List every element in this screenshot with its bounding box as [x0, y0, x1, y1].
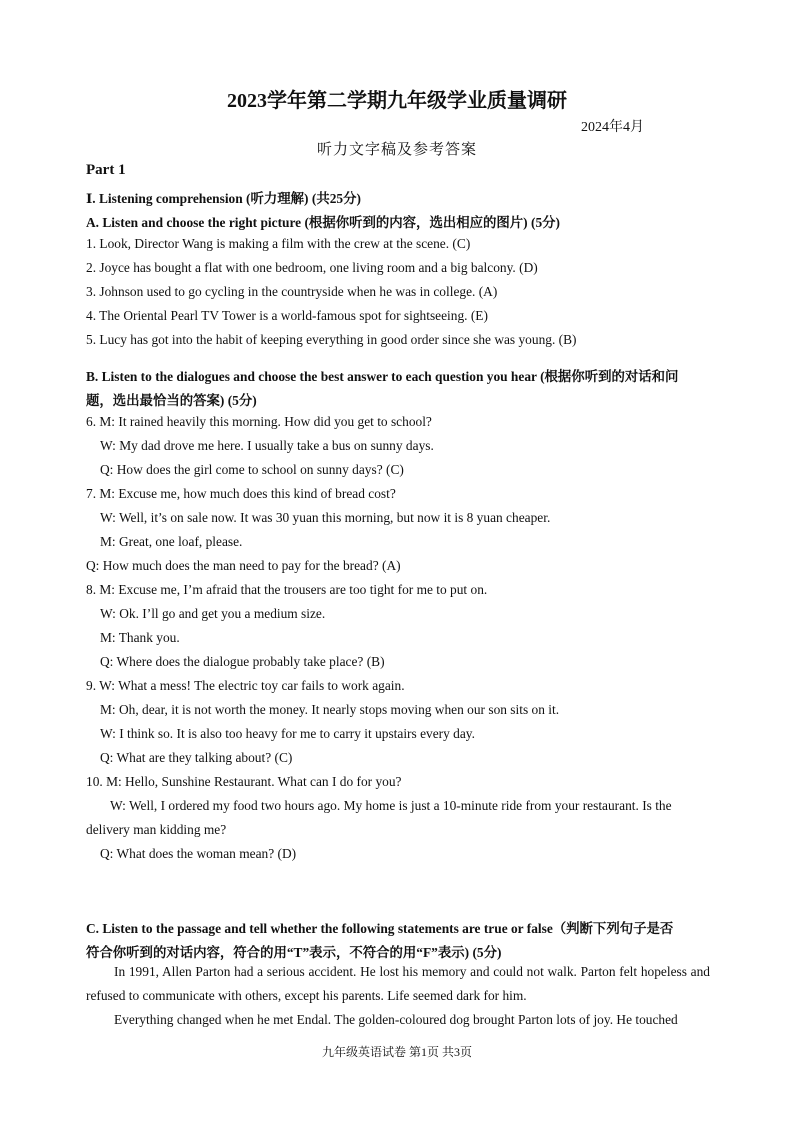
- passage-paragraph: In 1991, Allen Parton had a serious accident. He lost his memory and could not walk. Parton felt hopeless and refused to communicate with others, except his parents. Life seemed dark for him.: [86, 964, 710, 1003]
- part-heading: Part 1: [86, 162, 126, 178]
- dialogue-line: W: Well, I ordered my food two hours ago. My home is just a 10-minute ride from your restaurant. Is the: [110, 798, 672, 813]
- section-b-heading-cont: 题，选出最恰当的答案) (5分): [86, 393, 257, 408]
- dialogue-question: Q: How much does the man need to pay for the bread? (A): [86, 558, 401, 573]
- dialogue-line: W: Ok. I’ll go and get you a medium size.: [100, 606, 326, 621]
- section-c-heading-cont: 符合你听到的对话内容，符合的用“T”表示，不符合的用“F”表示) (5分): [86, 945, 502, 960]
- list-item: 2. Joyce has bought a flat with one bedroom, one living room and a big balcony. (D): [86, 260, 538, 275]
- dialogue-line: 7. M: Excuse me, how much does this kind of bread cost?: [86, 486, 396, 501]
- dialogue-question: Q: How does the girl come to school on sunny days? (C): [100, 462, 404, 477]
- list-item: 5. Lucy has got into the habit of keeping everything in good order since she was young. (B): [86, 332, 577, 347]
- dialogue-line: W: I think so. It is also too heavy for me to carry it upstairs every day.: [100, 726, 475, 741]
- page-title: 2023学年第二学期九年级学业质量调研: [227, 90, 567, 112]
- dialogue-line-cont: delivery man kidding me?: [86, 822, 227, 837]
- dialogue-line: 8. M: Excuse me, I’m afraid that the trousers are too tight for me to put on.: [86, 582, 488, 597]
- dialogue-line: 10. M: Hello, Sunshine Restaurant. What can I do for you?: [86, 774, 402, 789]
- section-b-heading: B. Listen to the dialogues and choose the best answer to each question you hear (根据你听到的对话和问: [86, 369, 679, 384]
- passage-paragraph: Everything changed when he met Endal. The golden-coloured dog brought Parton lots of joy. He touched: [114, 1012, 678, 1027]
- page-subtitle: 听力文字稿及参考答案: [316, 142, 477, 158]
- section-a-heading: A. Listen and choose the right picture (根据你听到的内容，选出相应的图片) (5分): [86, 215, 560, 230]
- dialogue-line: M: Oh, dear, it is not worth the money. It nearly stops moving when our son sits on it.: [100, 702, 560, 717]
- dialogue-question: Q: What does the woman mean? (D): [100, 846, 297, 861]
- dialogue-line: W: My dad drove me here. I usually take a bus on sunny days.: [100, 438, 434, 453]
- dialogue-question: Q: Where does the dialogue probably take place? (B): [100, 654, 385, 669]
- dialogue-line: M: Great, one loaf, please.: [100, 534, 243, 549]
- dialogue-question: Q: What are they talking about? (C): [100, 750, 293, 765]
- list-item: 4. The Oriental Pearl TV Tower is a world-famous spot for sightseeing. (E): [86, 308, 488, 323]
- dialogue-line: 6. M: It rained heavily this morning. How did you get to school?: [86, 414, 432, 429]
- page-footer: 九年级英语试卷 第1页 共3页: [321, 1045, 472, 1059]
- dialogue-line: W: Well, it’s on sale now. It was 30 yuan this morning, but now it is 8 yuan cheaper.: [100, 510, 551, 525]
- section-1-heading: Ⅰ. Listening comprehension (听力理解) (共25分): [86, 191, 361, 206]
- list-item: 3. Johnson used to go cycling in the countryside when he was in college. (A): [86, 284, 498, 299]
- exam-date: 2024年4月: [581, 120, 644, 135]
- list-item: 1. Look, Director Wang is making a film with the crew at the scene. (C): [86, 236, 471, 251]
- section-c-heading: C. Listen to the passage and tell whether the following statements are true or false（判断下列句子是否: [86, 921, 674, 936]
- dialogue-line: 9. W: What a mess! The electric toy car fails to work again.: [86, 678, 405, 693]
- dialogue-line: M: Thank you.: [100, 630, 180, 645]
